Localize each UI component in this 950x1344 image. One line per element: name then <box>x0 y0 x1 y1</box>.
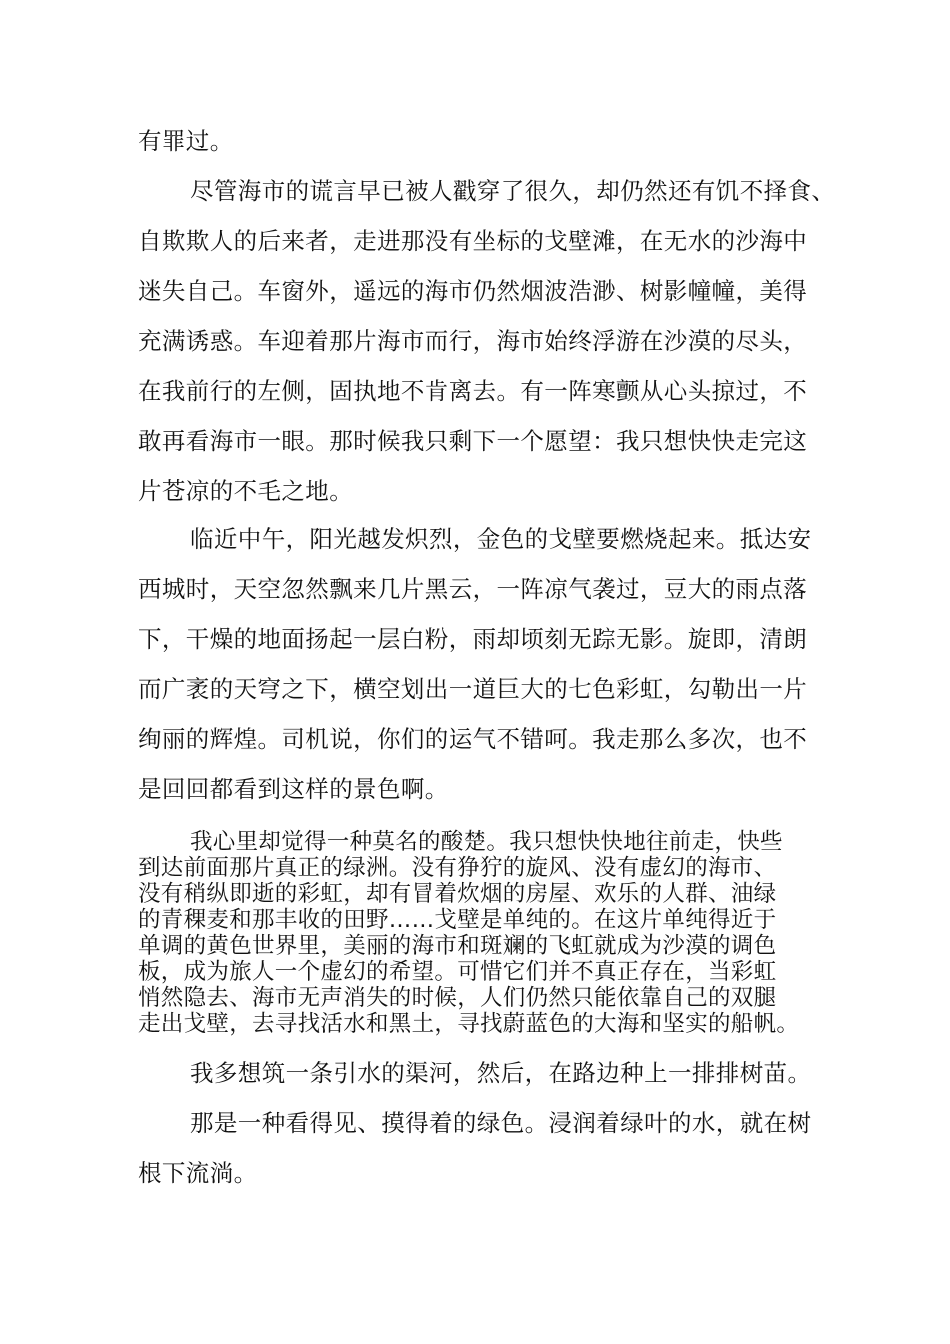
text-line: 临近中午，阳光越发炽烈，金色的戈壁要燃烧起来。抵达安 <box>190 525 812 553</box>
text-line: 我多想筑一条引水的渠河，然后，在路边种上一排排树苗。 <box>190 1059 812 1087</box>
text-line: 板，成为旅人一个虚幻的希望。可惜它们并不真正存在，当彩虹 <box>138 959 777 985</box>
text-line: 而广袤的天穹之下，横空划出一道巨大的七色彩虹，勾勒出一片 <box>138 675 808 703</box>
text-line: 没有稍纵即逝的彩虹，却有冒着炊烟的房屋、欢乐的人群、油绿 <box>138 881 777 907</box>
text-line: 根下流淌。 <box>138 1159 258 1187</box>
text-line: 片苍凉的不毛之地。 <box>138 477 354 505</box>
text-line: 的青稞麦和那丰收的田野……戈壁是单纯的。在这片单纯得近于 <box>138 907 777 933</box>
text-line: 迷失自己。车窗外，遥远的海市仍然烟波浩渺、树影幢幢，美得 <box>138 277 808 305</box>
text-line: 充满诱惑。车迎着那片海市而行，海市始终浮游在沙漠的尽头， <box>138 327 808 355</box>
text-line: 是回回都看到这样的景色啊。 <box>138 775 449 803</box>
text-line: 走出戈壁，去寻找活水和黑土，寻找蔚蓝色的大海和坚实的船帆。 <box>138 1011 800 1037</box>
text-line: 有罪过。 <box>138 127 234 155</box>
text-line: 西城时，天空忽然飘来几片黑云，一阵凉气袭过，豆大的雨点落 <box>138 575 808 603</box>
text-line: 那是一种看得见、摸得着的绿色。浸润着绿叶的水，就在树 <box>190 1109 812 1137</box>
text-line: 尽管海市的谎言早已被人戳穿了很久，却仍然还有饥不择食、 <box>190 177 836 205</box>
text-line: 在我前行的左侧，固执地不肯离去。有一阵寒颤从心头掠过，不 <box>138 377 808 405</box>
text-line: 悄然隐去、海市无声消失的时候，人们仍然只能依靠自己的双腿 <box>138 985 777 1011</box>
text-line: 下，干燥的地面扬起一层白粉，雨却顷刻无踪无影。旋即，清朗 <box>138 625 808 653</box>
text-line: 到达前面那片真正的绿洲。没有狰狞的旋风、没有虚幻的海市、 <box>138 855 777 881</box>
text-line: 我心里却觉得一种莫名的酸楚。我只想快快地往前走，快些 <box>190 829 783 855</box>
text-line: 单调的黄色世界里，美丽的海市和斑斓的飞虹就成为沙漠的调色 <box>138 933 777 959</box>
text-line: 自欺欺人的后来者，走进那没有坐标的戈壁滩，在无水的沙海中 <box>138 227 808 255</box>
text-line: 敢再看海市一眼。那时候我只剩下一个愿望：我只想快快走完这 <box>138 427 808 455</box>
text-line: 绚丽的辉煌。司机说，你们的运气不错呵。我走那么多次，也不 <box>138 725 808 753</box>
